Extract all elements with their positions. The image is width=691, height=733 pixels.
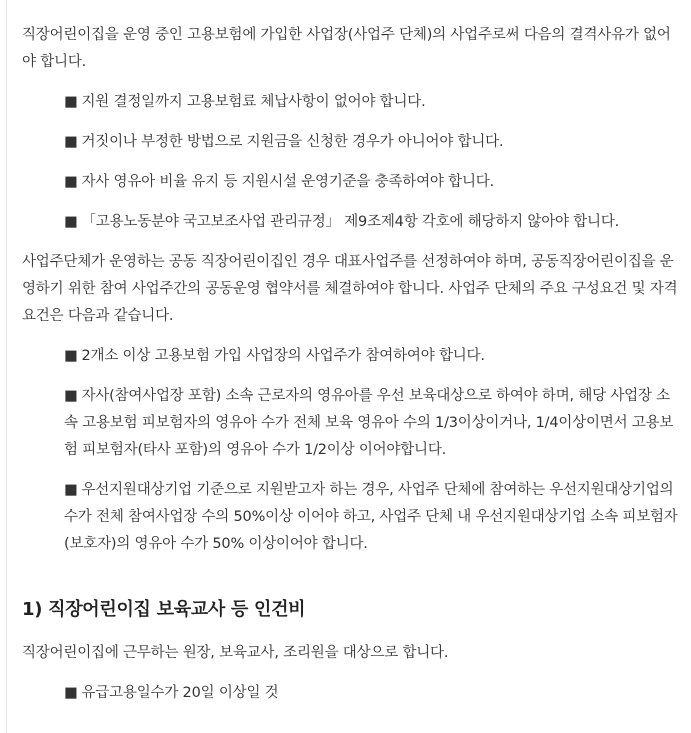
list-item-text: 2개소 이상 고용보험 가입 사업장의 사업주가 참여하여야 합니다. [81, 348, 485, 364]
list-item-text: 거짓이나 부정한 방법으로 지원금을 신청한 경우가 아니어야 합니다. [81, 134, 504, 150]
bullet-square-icon: ■ [64, 214, 78, 230]
list-item-text: 지원 결정일까지 고용보험료 체납사항이 없어야 합니다. [81, 94, 426, 110]
list-item [64, 343, 680, 370]
article-body [22, 22, 680, 707]
list-item [64, 383, 680, 464]
list-item [64, 89, 680, 116]
list-item-text: 자사 영유아 비율 유지 등 지원시설 운영기준을 충족하여야 합니다. [81, 174, 494, 190]
bullet-square-icon: ■ [64, 685, 78, 701]
list-item [64, 169, 680, 196]
list-item [64, 129, 680, 156]
list-item [64, 477, 680, 558]
employer-group-requirements-list [22, 343, 680, 558]
bullet-square-icon: ■ [64, 134, 78, 150]
list-item-text: 유급고용일수가 20일 이상일 것 [81, 685, 279, 701]
disqualification-list [22, 89, 680, 236]
bullet-square-icon: ■ [64, 94, 78, 110]
left-border [6, 0, 7, 733]
list-item-text: 「고용노동분야 국고보조사업 관리규정」 제9조제4항 각호에 해당하지 않아야 합니다. [81, 214, 620, 230]
bullet-square-icon: ■ [64, 348, 78, 364]
intro-paragraph: 직장어린이집을 운영 중인 고용보험에 가입한 사업장(사업주 단체)의 사업주로써 다음의 결격사유가 없어야 합니다. [22, 27, 671, 70]
bullet-square-icon: ■ [64, 174, 78, 190]
staff-cost-paragraph: 직장어린이집에 근무하는 원장, 보육교사, 조리원을 대상으로 합니다. [22, 645, 449, 661]
bullet-square-icon: ■ [64, 388, 78, 404]
list-item-text: 우선지원대상기업 기준으로 지원받고자 하는 경우, 사업주 단체에 참여하는 우선지원대상기업의 수가 전체 참여사업장 수의 50%이상 이어야 하고, 사업주 단체 내 우선지원대상기업 소속 피보험자(보호자)의 영유아 수가 50% 이상이어야 합니다. [64, 482, 678, 552]
list-item [64, 209, 680, 236]
staff-requirements-list [22, 680, 680, 707]
list-item [64, 680, 680, 707]
employer-group-paragraph: 사업주단체가 운영하는 공동 직장어린이집인 경우 대표사업주를 선정하여야 하며, 공동직장어린이집을 운영하기 위한 참여 사업주간의 공동운영 협약서를 체결하여야 합니다. 사업주 단체의 주요 구성요건 및 자격요건은 다음과 같습니다. [22, 254, 678, 324]
bullet-square-icon: ■ [64, 482, 78, 498]
list-item-text: 자사(참여사업장 포함) 소속 근로자의 영유아를 우선 보육대상으로 하여야 하며, 해당 사업장 소속 고용보험 피보험자의 영유아 수가 전체 보육 영유아 수의 1/3이상이거나, 1/4이상이면서 고용보험 피보험자(타사 포함)의 영유아 수가 1/2이상 이어야합니다. [64, 388, 674, 458]
section-heading: 1) 직장어린이집 보육교사 등 인건비 [22, 599, 306, 620]
